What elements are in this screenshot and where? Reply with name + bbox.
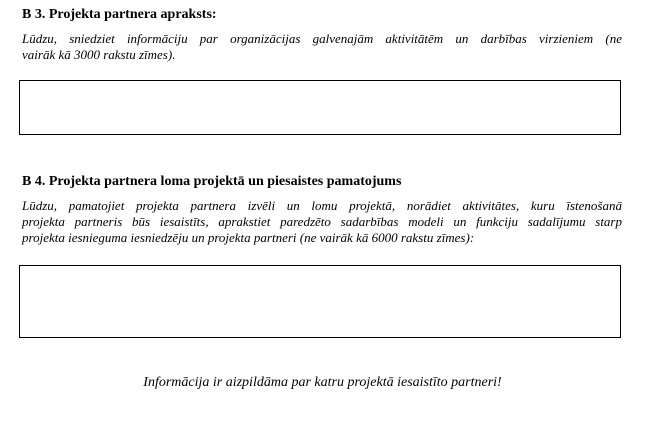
footer-note: Informācija ir aizpildāma par katru projektā iesaistīto partneri! xyxy=(143,375,502,390)
section-b3 xyxy=(22,7,622,63)
section-b3-instruction-line: vairāk kā 3000 rakstu zīmes). xyxy=(22,47,176,62)
section-b4-instruction-line: projekta iesnieguma iesniedzēju un projekta partneri (ne vairāk kā 6000 rakstu zīmes): xyxy=(22,230,475,245)
section-b3-instruction xyxy=(22,31,622,63)
section-b3-instruction-line: Lūdzu, sniedziet informāciju par organizācijas galvenajām aktivitātēm un darbības virzieniem (ne xyxy=(22,31,622,46)
section-b4-instruction xyxy=(22,198,622,246)
section-b4-instruction-line: Lūdzu, pamatojiet projekta partnera izvēli un lomu projektā, norādiet aktivitātes, kuru īstenošanā xyxy=(22,198,622,213)
section-b3-heading: B 3. Projekta partnera apraksts: xyxy=(22,7,217,22)
section-b4-instruction-line: projekta partneris būs iesaistīts, aprakstiet paredzēto sadarbības modeli un funkciju sadalījumu starp xyxy=(22,214,622,229)
section-b4-heading: B 4. Projekta partnera loma projektā un piesaistes pamatojums xyxy=(22,174,402,189)
section-b4-answer-box[interactable] xyxy=(19,265,621,338)
section-b4 xyxy=(22,174,622,246)
section-b3-answer-box[interactable] xyxy=(19,80,621,135)
